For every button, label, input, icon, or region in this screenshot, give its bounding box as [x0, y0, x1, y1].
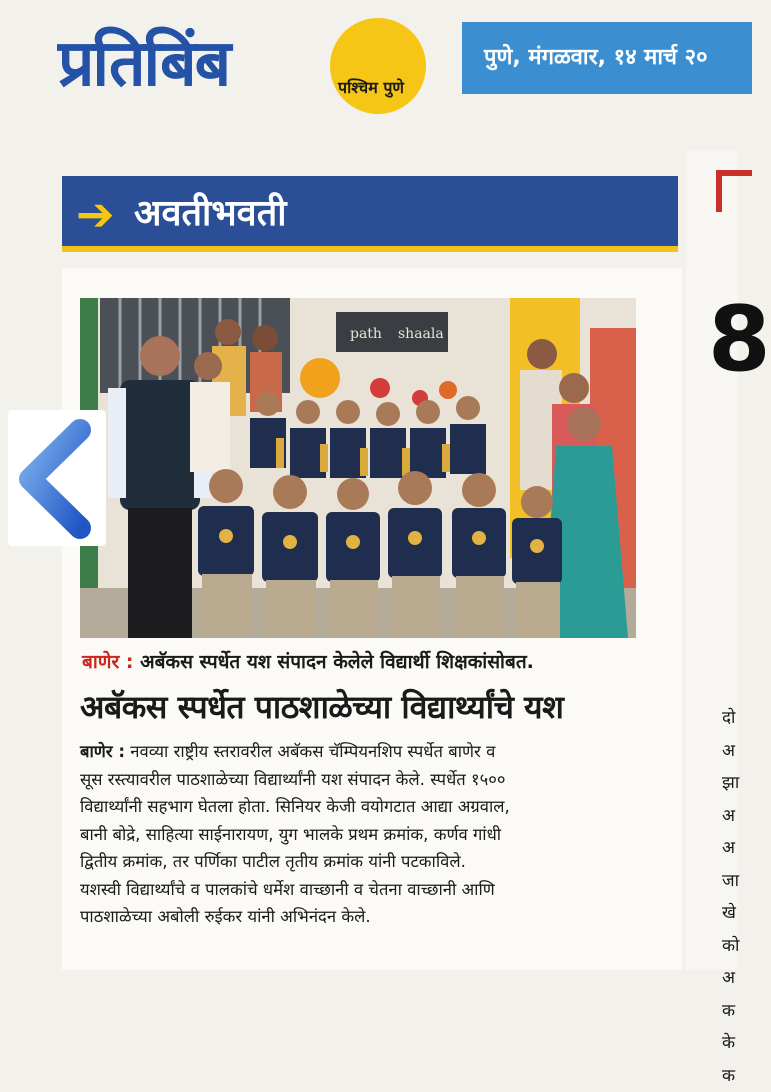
- newspaper-logo[interactable]: [58, 18, 458, 118]
- article-photo[interactable]: [80, 298, 636, 638]
- body-line-text: सूस रस्त्यावरील पाठशाळेच्या विद्यार्थ्यांनी यश संपादन केले. स्पर्धेत १५००: [80, 770, 506, 789]
- previous-page-button[interactable]: [8, 410, 106, 546]
- masthead: [0, 0, 738, 130]
- dateline: पुणे, मंगळवार, १४ मार्च २०: [462, 22, 752, 94]
- sun-logo-icon: [330, 18, 426, 114]
- body-line: [80, 848, 650, 876]
- article-body: [80, 738, 650, 931]
- sign-text-left: path: [350, 326, 382, 342]
- body-line: [80, 738, 650, 766]
- body-line: [80, 821, 650, 849]
- body-line: [80, 766, 650, 794]
- body-line-text: बानी बोद्रे, साहित्या साईनारायण, युग भालके प्रथम क्रमांक, कर्णव गांधी: [80, 825, 501, 844]
- adjacent-text-fragment: अ: [722, 800, 752, 833]
- adjacent-text-fragment: खे: [722, 897, 752, 930]
- section-banner: [62, 176, 678, 246]
- body-line-text: यशस्वी विद्यार्थ्यांचे व पालकांचे धर्मेश वाच्छानी व चेतना वाच्छानी आणि: [80, 880, 495, 899]
- photo-caption: [82, 648, 662, 674]
- edition-label: पश्चिम पुणे: [338, 76, 404, 98]
- body-line-text: द्वितीय क्रमांक, तर पर्णिका पाटील तृतीय क्रमांक यांनी पटकाविले.: [80, 852, 466, 871]
- caption-place: बाणेर :: [82, 651, 134, 673]
- logo-text: प्रतिबिंब: [58, 24, 229, 104]
- section-title: अवतीभवती: [134, 186, 287, 242]
- article-headline[interactable]: अबॅकस स्पर्धेत पाठशाळेच्या विद्यार्थ्यांचे यश: [80, 682, 670, 732]
- body-place: बाणेर :: [80, 742, 125, 761]
- body-line-text: विद्यार्थ्यांनी सहभाग घेतला होता. सिनियर केजी वयोगटात आद्या अग्रवाल,: [80, 797, 510, 816]
- adjacent-text-fragment: झा: [722, 767, 752, 800]
- adjacent-article-column: [686, 150, 738, 970]
- body-line: [80, 903, 650, 931]
- adjacent-text-fragment: के: [722, 1027, 752, 1060]
- adjacent-section-mark: [716, 170, 752, 212]
- caption-text: अबॅकस स्पर्धेत यश संपादन केलेले विद्यार्थी शिक्षकांसोबत.: [134, 651, 534, 673]
- article-card: [62, 268, 682, 970]
- body-line: [80, 876, 650, 904]
- photo-illustration: [80, 298, 636, 638]
- section-header: [58, 172, 686, 256]
- adjacent-text-fragment: को: [722, 930, 752, 963]
- adjacent-text-fragment: जा: [722, 865, 752, 898]
- adjacent-text-fragments: [722, 702, 752, 1092]
- adjacent-text-fragment: अ: [722, 735, 752, 768]
- arrow-right-icon: ➔: [76, 184, 115, 244]
- section-rule: [62, 246, 678, 252]
- adjacent-text-fragment: क: [722, 995, 752, 1028]
- body-line: [80, 793, 650, 821]
- body-line-text: पाठशाळेच्या अबोली रुईकर यांनी अभिनंदन केले.: [80, 907, 371, 926]
- adjacent-text-fragment: दो: [722, 702, 752, 735]
- adjacent-text-fragment: अ: [722, 832, 752, 865]
- adjacent-text-fragment: अ: [722, 962, 752, 995]
- adjacent-headline-glyph: 8: [708, 290, 771, 390]
- sign-text-right: shaala: [398, 326, 444, 342]
- adjacent-text-fragment: क: [722, 1060, 752, 1092]
- chevron-left-icon: [18, 424, 96, 534]
- body-line-text: नवव्या राष्ट्रीय स्तरावरील अबॅकस चॅम्पियनशिप स्पर्धेत बाणेर व: [125, 742, 495, 761]
